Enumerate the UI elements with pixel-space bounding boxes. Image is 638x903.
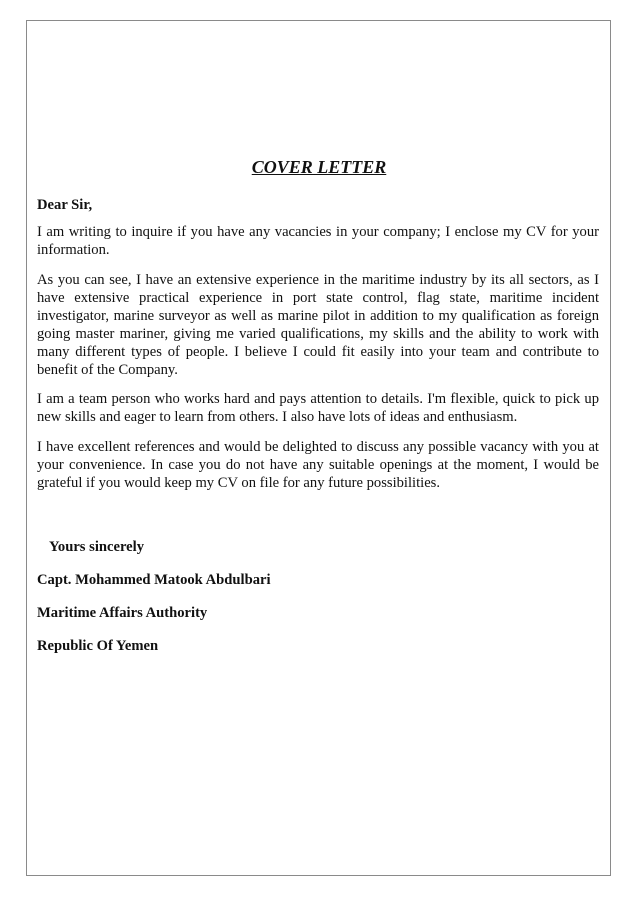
signature-organization: Maritime Affairs Authority: [37, 605, 208, 621]
salutation: Dear Sir,: [37, 197, 93, 213]
signature-name: Capt. Mohammed Matook Abdulbari: [37, 572, 271, 588]
paragraph-4: I have excellent references and would be delighted to discuss any possible vacancy with you at your convenience. In case you do not have any suitable openings at the moment, I would be grateful if you would keep my CV on file for any future possibilities.: [37, 439, 599, 491]
paragraph-3: I am a team person who works hard and pays attention to details. I'm flexible, quick to pick up new skills and eager to learn from others. I also have lots of ideas and enthusiasm.: [37, 391, 599, 425]
closing: Yours sincerely: [49, 539, 144, 555]
signature-country: Republic Of Yemen: [37, 638, 159, 654]
document-title: COVER LETTER: [251, 157, 387, 177]
paragraph-2: As you can see, I have an extensive experience in the maritime industry by its all sectors, as I have extensive practical experience in port state control, flag state, maritime incident investigator, marine surveyor as well as marine pilot in addition to my qualification as foreign going master mariner, giving me varied qualifications, my skills and the ability to work with many different types of people. I believe I could fit easily into your team and contribute to benefit of the Company.: [37, 272, 599, 378]
paragraph-1: I am writing to inquire if you have any vacancies in your company; I enclose my CV for your information.: [37, 224, 599, 258]
